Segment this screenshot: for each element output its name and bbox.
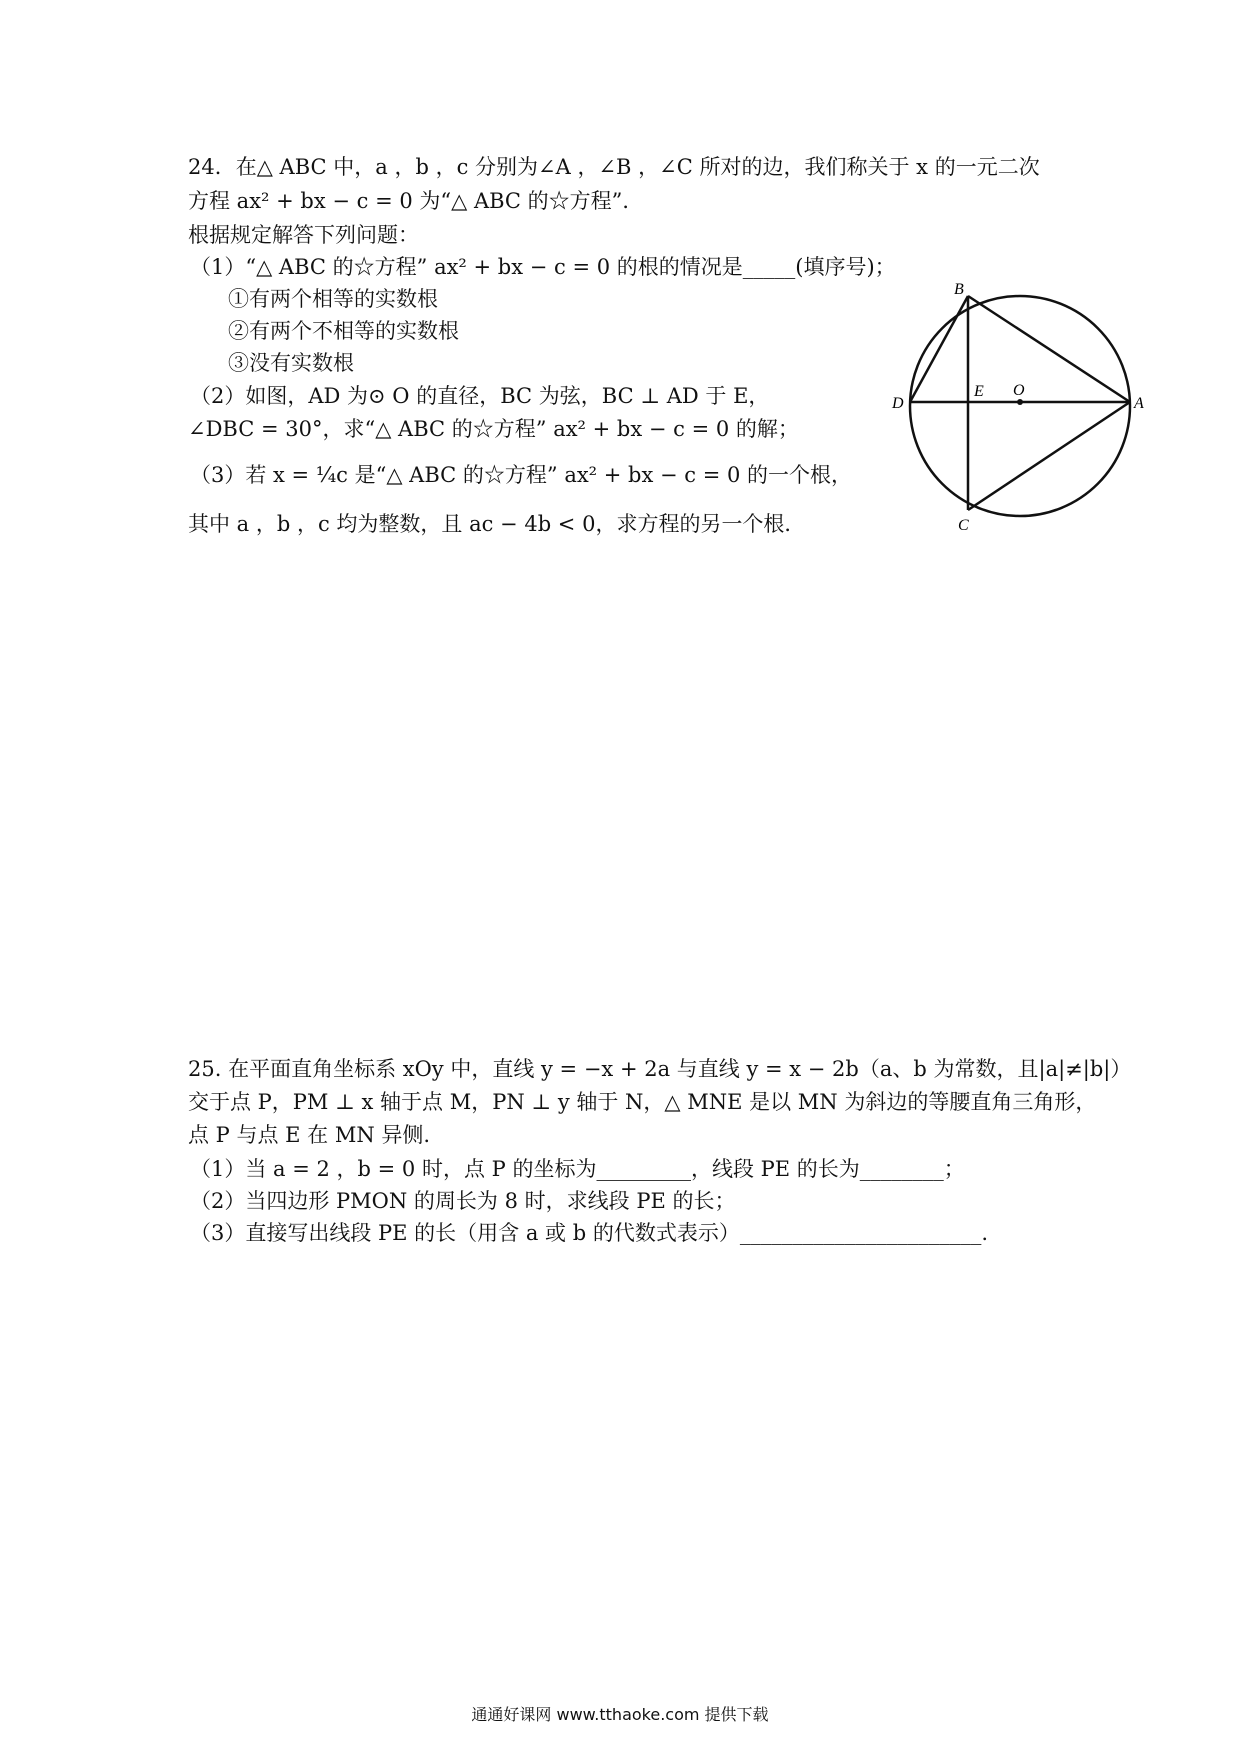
q25-part1: （1）当 a = 2 ，b = 0 时，点 P 的坐标为_________，线段 PE 的长为________； <box>190 1157 965 1181</box>
q24-part3-line2: 其中 a ，b ，c 均为整数，且 ac − 4b < 0，求方程的另一个根． <box>188 512 806 536</box>
q24-stem-line2: 方程 ax² + bx − c = 0 为“△ ABC 的☆方程”． <box>188 189 644 213</box>
label-c: C <box>958 517 969 534</box>
q25-stem-line2: 交于点 P，PM ⊥ x 轴于点 M，PN ⊥ y 轴于 N，△ MNE 是以 MN 为斜边的等腰直角三角形， <box>188 1090 1097 1114</box>
segment-ba <box>968 296 1130 402</box>
segment-ac <box>968 402 1130 510</box>
q24-option3: ③没有实数根 <box>228 351 354 375</box>
q25-part2: （2）当四边形 PMON 的周长为 8 时，求线段 PE 的长； <box>190 1189 736 1213</box>
q24-option2: ②有两个不相等的实数根 <box>228 319 459 343</box>
q24-part3-line1: （3）若 x = ¼c 是“△ ABC 的☆方程” ax² + bx − c = 0 的一个根， <box>190 463 853 487</box>
q25-stem-line3: 点 P 与点 E 在 MN 异侧. <box>188 1123 431 1147</box>
q24-option1: ①有两个相等的实数根 <box>228 287 438 311</box>
label-d: D <box>892 395 904 412</box>
label-a: A <box>1134 395 1144 412</box>
label-e: E <box>974 383 984 400</box>
q25-stem-line1: 25. 在平面直角坐标系 xOy 中，直线 y = −x + 2a 与直线 y = x − 2b（a、b 为常数，且|a|≠|b|） <box>188 1057 1132 1081</box>
center-point-o <box>1017 399 1023 405</box>
q24-stem-line1: 24．在△ ABC 中，a ，b ，c 分别为∠A ，∠B ，∠C 所对的边，我们称关于 x 的一元二次 <box>188 155 1040 179</box>
circle-geometry-figure <box>880 282 1160 542</box>
label-o: O <box>1013 382 1025 399</box>
q25-part3: （3）直接写出线段 PE 的长（用含 a 或 b 的代数式表示）_______________________. <box>190 1221 989 1245</box>
segment-db <box>910 296 968 402</box>
q24-stem-line3: 根据规定解答下列问题： <box>188 223 419 247</box>
q24-part1: （1）“△ ABC 的☆方程” ax² + bx − c = 0 的根的情况是_____(填序号)； <box>190 255 896 279</box>
label-b: B <box>954 282 964 298</box>
q24-part2-line2: ∠DBC = 30°，求“△ ABC 的☆方程” ax² + bx − c = 0 的解； <box>188 417 799 441</box>
page-footer: 通通好课网 www.tthaoke.com 提供下载 <box>471 1705 769 1724</box>
q24-part2-line1: （2）如图，AD 为⊙ O 的直径，BC 为弦，BC ⊥ AD 于 E， <box>190 384 770 408</box>
